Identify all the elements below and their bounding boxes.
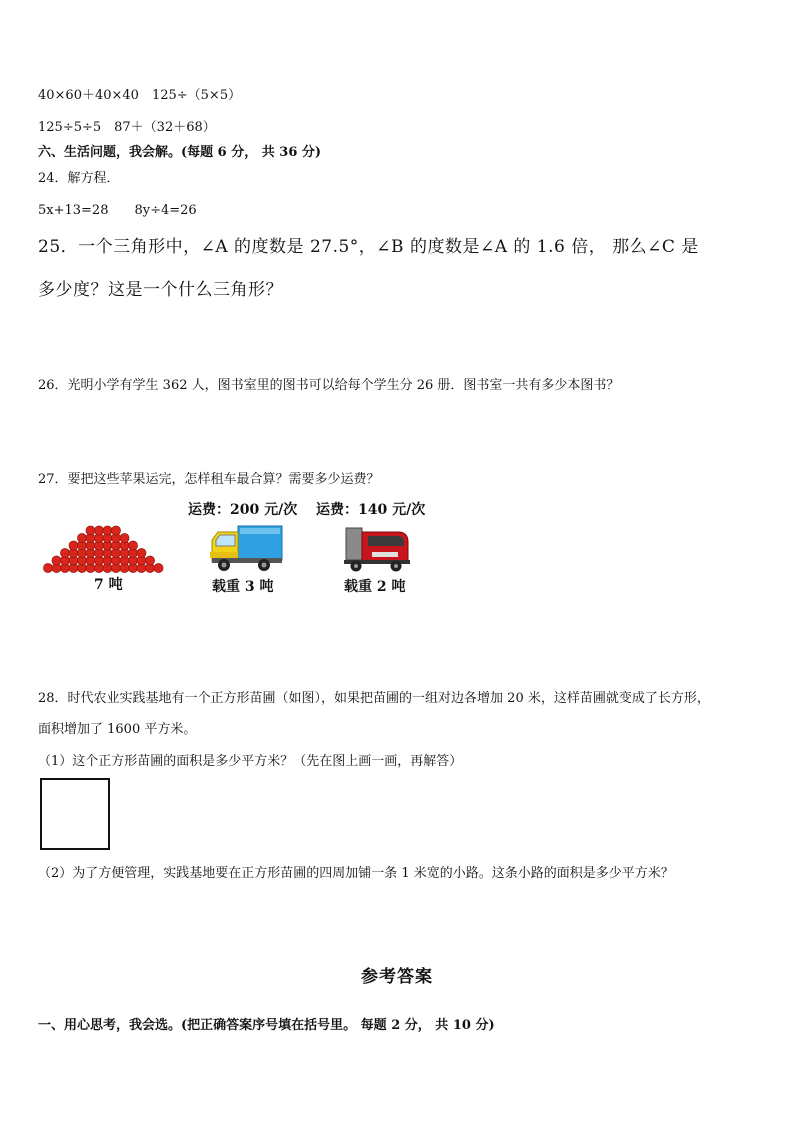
question-28-part-2: （2）为了方便管理，实践基地要在正方形苗圃的四周加铺一条 1 米宽的小路。这条小路的面积是多少平方米？ (38, 866, 674, 881)
question-25-line-1: 25．一个三角形中，∠A 的度数是 27.5°，∠B 的度数是∠A 的 1.6 倍， 那么∠C 是 (38, 237, 699, 257)
section-6-heading: 六、生活问题，我会解。(每题 6 分， 共 36 分) (38, 145, 322, 160)
question-28-line-1: 28．时代农业实践基地有一个正方形苗圃（如图），如果把苗圃的一组对边各增加 20 米，这样苗圃就变成了长方形， (38, 691, 710, 706)
question-27: 27．要把这些苹果运完，怎样租车最合算？需要多少运费？ (38, 472, 380, 487)
fee-label-truck-2: 运费：140 元/次 (316, 502, 426, 518)
question-24-equations: 5x+13=28 8y÷4=26 (38, 203, 197, 218)
calc-line-1: 40×60＋40×40 125÷（5×5） (38, 88, 242, 103)
square-nursery-figure (40, 778, 110, 850)
question-25-line-2: 多少度？这是一个什么三角形？ (38, 280, 283, 300)
answers-title: 参考答案 (361, 967, 433, 987)
truck-2-capacity-label: 载重 2 吨 (344, 579, 406, 595)
apple-pile-icon (40, 522, 172, 574)
question-28-part-1: （1）这个正方形苗圃的面积是多少平方米？（先在图上画一画，再解答） (38, 754, 463, 769)
red-truck-icon (342, 524, 412, 574)
apple-weight-label: 7 吨 (94, 577, 123, 593)
question-28-line-2: 面积增加了 1600 平方米。 (38, 722, 197, 737)
question-26: 26．光明小学有学生 362 人，图书室里的图书可以给每个学生分 26 册．图书室一共有多少本图书？ (38, 378, 620, 393)
truck-1-capacity-label: 载重 3 吨 (212, 579, 274, 595)
section-1-heading: 一、用心思考，我会选。(把正确答案序号填在括号里。 每题 2 分， 共 10 分) (38, 1018, 495, 1033)
yellow-truck-icon (208, 522, 284, 574)
calc-line-2: 125÷5÷5 87＋（32＋68） (38, 120, 216, 135)
question-24: 24．解方程． (38, 171, 120, 186)
fee-label-truck-1: 运费：200 元/次 (188, 502, 298, 518)
